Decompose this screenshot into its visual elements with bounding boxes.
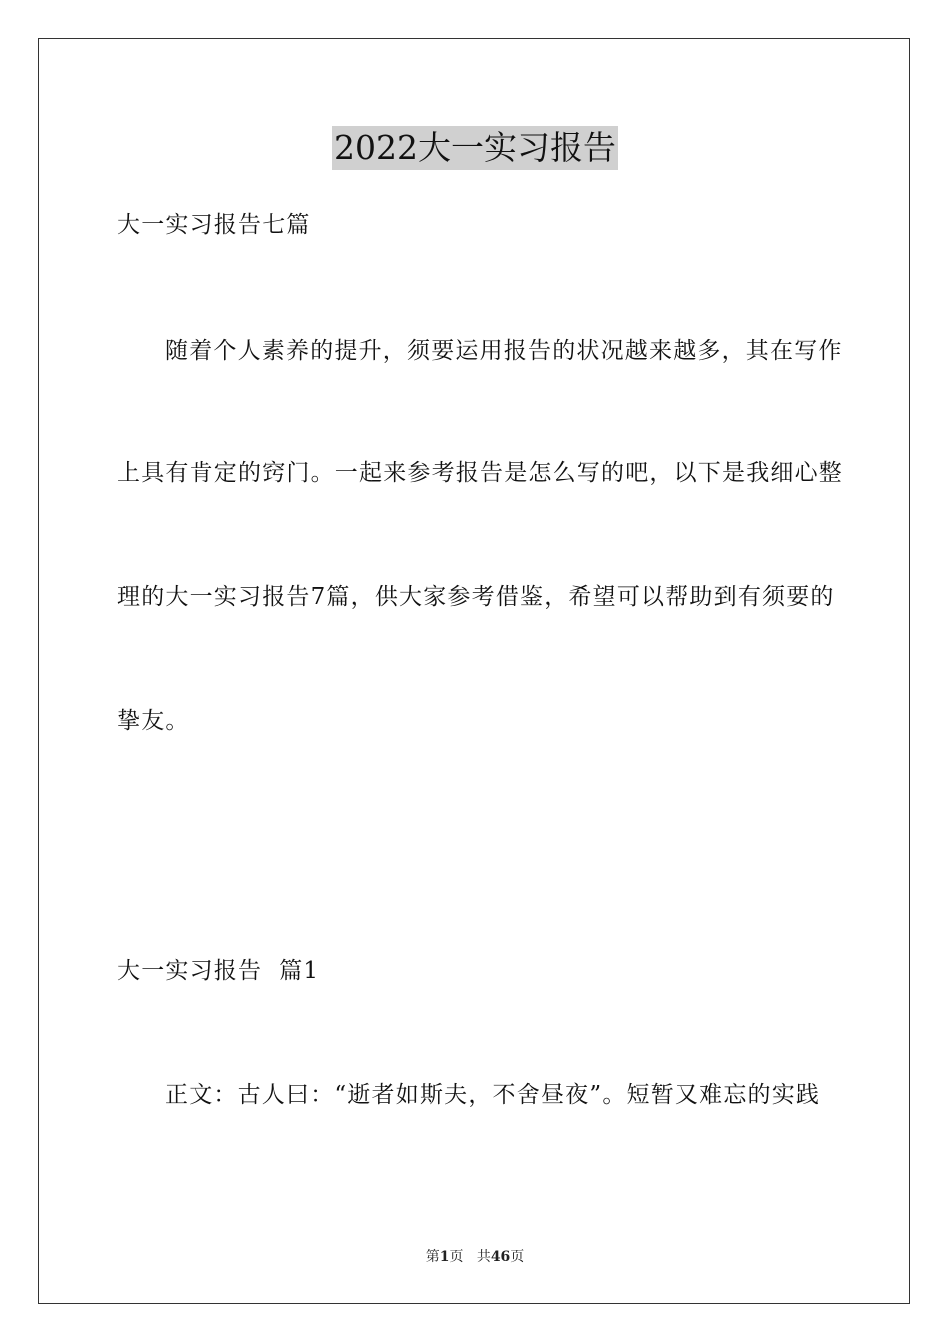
document-subtitle: 大一实习报告七篇 [117, 212, 311, 238]
footer-total-pages: 46 [490, 1249, 511, 1265]
footer-page-prefix: 第 [425, 1249, 440, 1265]
intro-line-4: 挚友。 [117, 708, 190, 734]
document-title: 2022大一实习报告 [332, 126, 618, 170]
section-first-line: 正文：古人曰：“逝者如斯夫，不舍昼夜”。短暂又难忘的实践 [165, 1082, 821, 1108]
footer-page-suffix: 页 [449, 1249, 464, 1265]
footer-total-prefix: 共 [476, 1249, 491, 1265]
intro-line-2: 上具有肯定的窍门。一起来参考报告是怎么写的吧，以下是我细心整 [117, 460, 843, 486]
intro-line-1: 随着个人素养的提升，须要运用报告的状况越来越多，其在写作 [165, 338, 843, 364]
footer-total-suffix: 页 [510, 1249, 525, 1265]
footer-page-number: 1 [439, 1249, 450, 1265]
intro-line-3: 理的大一实习报告7篇，供大家参考借鉴，希望可以帮助到有须要的 [117, 584, 835, 610]
page-footer [0, 1248, 950, 1266]
title-container [0, 126, 950, 170]
section-heading: 大一实习报告 篇1 [117, 958, 320, 984]
